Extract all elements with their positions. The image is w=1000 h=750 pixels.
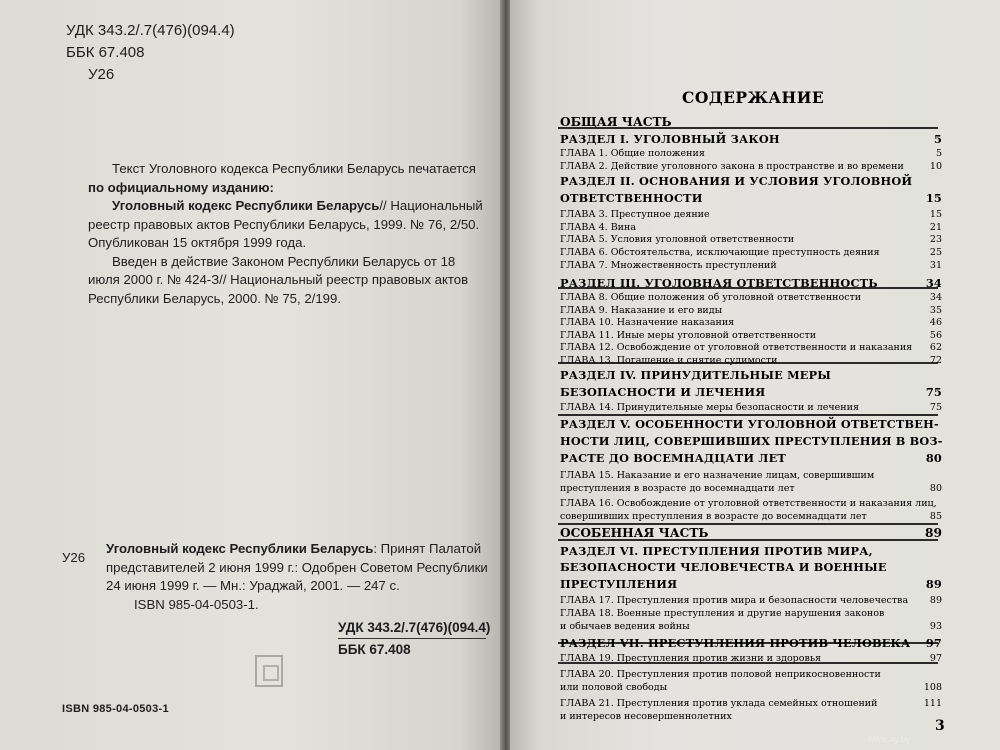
entry-page: 89 bbox=[925, 526, 942, 540]
note-paragraph-1 bbox=[88, 160, 483, 197]
note-publication-details: // Национальный реестр правовых актов Республики Беларусь, 1999. № 76, 2/50. Опубликован 15 октября 1999 года. bbox=[88, 198, 483, 250]
entry-page: 108 bbox=[923, 682, 942, 693]
entry-label: РАЗДЕЛ VI. ПРЕСТУПЛЕНИЯ ПРОТИВ МИРА, bbox=[560, 544, 873, 558]
entry-label: ГЛАВА 3. Преступное деяние bbox=[560, 209, 710, 220]
entry-label: ГЛАВА 10. Назначение наказания bbox=[560, 317, 735, 328]
entry-label: ГЛАВА 8. Общие положения об уголовной ответственности bbox=[560, 292, 862, 303]
entry-label: ГЛАВА 16. Освобождение от уголовной ответственности и наказания лиц, bbox=[560, 498, 937, 509]
entry-label: ГЛАВА 1. Общие положения bbox=[560, 148, 705, 159]
entry-label: РАЗДЕЛ IV. ПРИНУДИТЕЛЬНЫЕ МЕРЫ bbox=[560, 368, 832, 382]
entry-label: ГЛАВА 4. Вина bbox=[560, 222, 636, 233]
udk-code: УДК 343.2/.7(476)(094.4) bbox=[66, 22, 235, 39]
entry-page: 46 bbox=[929, 317, 942, 328]
entry-label: ГЛАВА 20. Преступления против половой неприкосновенности bbox=[560, 669, 881, 680]
entry-label: ПРЕСТУПЛЕНИЯ bbox=[560, 577, 678, 591]
entry-label: преступления в возрасте до восемнадцати лет bbox=[560, 483, 795, 494]
entry-page: 89 bbox=[925, 577, 942, 591]
watermark: www.ay.by bbox=[868, 734, 911, 744]
annotation-details: : Принят Палатой представителей 2 июня 1999 г.: Одобрен Советом Республики 24 июня 1999 г. — Мн.: Ураджай, 2001. — 247 с. bbox=[106, 541, 488, 593]
publisher-logo-icon bbox=[255, 655, 283, 687]
entry-page: 75 bbox=[925, 385, 942, 399]
entry-page: 25 bbox=[929, 247, 942, 258]
entry-label: ГЛАВА 18. Военные преступления и другие нарушения законов bbox=[560, 608, 885, 619]
annotation-body bbox=[106, 540, 492, 614]
note-intro: Текст Уголовного кодекса Республики Беларусь печатается bbox=[112, 161, 476, 176]
entry-page: 97 bbox=[925, 636, 942, 650]
entry-label: ГЛАВА 12. Освобождение от уголовной ответственности и наказания bbox=[560, 342, 913, 353]
section-rule bbox=[558, 414, 938, 416]
entry-page: 10 bbox=[929, 161, 942, 172]
entry-label: ОСОБЕННАЯ ЧАСТЬ bbox=[560, 526, 709, 540]
bbk-rule bbox=[338, 638, 486, 639]
note-paragraph-3: Введен в действие Законом Республики Беларусь от 18 июля 2000 г. № 424-З// Национальный реестр правовых актов Республики Беларусь, 2000. № 75, 2/199. bbox=[88, 253, 469, 306]
entry-page: 31 bbox=[929, 260, 942, 271]
entry-label: ГЛАВА 5. Условия уголовной ответственности bbox=[560, 234, 795, 245]
entry-label: и обычаев ведения войны bbox=[560, 621, 690, 632]
entry-label: и интересов несовершеннолетних bbox=[560, 711, 732, 722]
entry-label: БЕЗОПАСНОСТИ ЧЕЛОВЕЧЕСТВА И ВОЕННЫЕ bbox=[560, 560, 887, 574]
bbk-bbk: ББК 67.408 bbox=[338, 642, 411, 657]
entry-page: 93 bbox=[929, 621, 942, 632]
entry-label: ГЛАВА 13. Погашение и снятие судимости bbox=[560, 355, 778, 366]
note-source: по официальному изданию: bbox=[88, 179, 274, 195]
entry-page: 34 bbox=[925, 276, 942, 290]
entry-label: совершивших преступления в возрасте до восемнадцати лет bbox=[560, 511, 867, 522]
catalog-header bbox=[66, 20, 235, 86]
entry-label: РАЗДЕЛ V. ОСОБЕННОСТИ УГОЛОВНОЙ ОТВЕТСТВЕН- bbox=[560, 417, 939, 431]
entry-label: РАЗДЕЛ III. УГОЛОВНАЯ ОТВЕТСТВЕННОСТЬ bbox=[560, 276, 878, 290]
entry-page: 5 bbox=[935, 148, 942, 159]
entry-page: 15 bbox=[929, 209, 942, 220]
entry-page: 72 bbox=[929, 355, 942, 366]
entry-label: ГЛАВА 11. Иные меры уголовной ответственности bbox=[560, 330, 817, 341]
entry-page: 80 bbox=[929, 483, 942, 494]
entry-page: 89 bbox=[929, 595, 942, 606]
entry-label: ГЛАВА 7. Множественность преступлений bbox=[560, 260, 777, 271]
entry-label: БЕЗОПАСНОСТИ И ЛЕЧЕНИЯ bbox=[560, 385, 766, 399]
entry-page: 5 bbox=[933, 132, 942, 146]
entry-label: РАЗДЕЛ VII. ПРЕСТУПЛЕНИЯ ПРОТИВ ЧЕЛОВЕКА bbox=[560, 636, 911, 650]
entry-page: 85 bbox=[929, 511, 942, 522]
entry-label: или половой свободы bbox=[560, 682, 668, 693]
entry-label: ОТВЕТСТВЕННОСТИ bbox=[560, 191, 703, 205]
section-rule bbox=[558, 523, 938, 525]
entry-page: 56 bbox=[929, 330, 942, 341]
entry-page: 75 bbox=[929, 402, 942, 413]
entry-label: ГЛАВА 6. Обстоятельства, исключающие преступность деяния bbox=[560, 247, 880, 258]
entry-label: РАЗДЕЛ II. ОСНОВАНИЯ И УСЛОВИЯ УГОЛОВНОЙ bbox=[560, 174, 913, 188]
annotation-code: У26 bbox=[62, 550, 86, 565]
edition-note bbox=[88, 160, 483, 308]
entry-page: 21 bbox=[929, 222, 942, 233]
entry-label: ГЛАВА 21. Преступления против уклада семейных отношений bbox=[560, 698, 878, 709]
entry-label: ОБЩАЯ ЧАСТЬ bbox=[560, 115, 672, 129]
entry-label: НОСТИ ЛИЦ, СОВЕРШИВШИХ ПРЕСТУПЛЕНИЯ В ВОЗ- bbox=[560, 434, 943, 448]
entry-page: 111 bbox=[923, 698, 942, 709]
entry-label: ГЛАВА 15. Наказание и его назначение лицам, совершившим bbox=[560, 470, 875, 481]
entry-label: ГЛАВА 17. Преступления против мира и безопасности человечества bbox=[560, 595, 909, 606]
isbn-footer: ISBN 985-04-0503-1 bbox=[62, 703, 169, 715]
contents-title: СОДЕРЖАНИЕ bbox=[682, 88, 825, 107]
note-publication-title: Уголовный кодекс Республики Беларусь bbox=[112, 198, 380, 213]
entry-page: 15 bbox=[925, 191, 942, 205]
entry-page: 23 bbox=[929, 234, 942, 245]
annotation-isbn: ISBN 985-04-0503-1. bbox=[134, 596, 259, 612]
entry-label: РАЗДЕЛ I. УГОЛОВНЫЙ ЗАКОН bbox=[560, 132, 780, 146]
entry-page: 35 bbox=[929, 305, 942, 316]
entry-label: ГЛАВА 19. Преступления против жизни и здоровья bbox=[560, 653, 821, 664]
entry-page: 80 bbox=[925, 451, 942, 465]
entry-page: 97 bbox=[929, 653, 942, 664]
bbk-udk: УДК 343.2/.7(476)(094.4) bbox=[338, 620, 491, 635]
entry-label: РАСТЕ ДО ВОСЕМНАДЦАТИ ЛЕТ bbox=[560, 451, 787, 465]
bbk-code: ББК 67.408 bbox=[66, 44, 145, 61]
entry-page: 34 bbox=[929, 292, 942, 303]
entry-label: ГЛАВА 9. Наказание и его виды bbox=[560, 305, 723, 316]
entry-label: ГЛАВА 14. Принудительные меры безопасности и лечения bbox=[560, 402, 859, 413]
author-code: У26 bbox=[88, 66, 115, 83]
bbk-block bbox=[338, 618, 490, 659]
entry-label: ГЛАВА 2. Действие уголовного закона в пространстве и во времени bbox=[560, 161, 904, 172]
page-number: 3 bbox=[935, 718, 945, 734]
entry-page: 62 bbox=[929, 342, 942, 353]
annotation-title: Уголовный кодекс Республики Беларусь bbox=[106, 541, 374, 556]
note-paragraph-2 bbox=[88, 197, 483, 253]
